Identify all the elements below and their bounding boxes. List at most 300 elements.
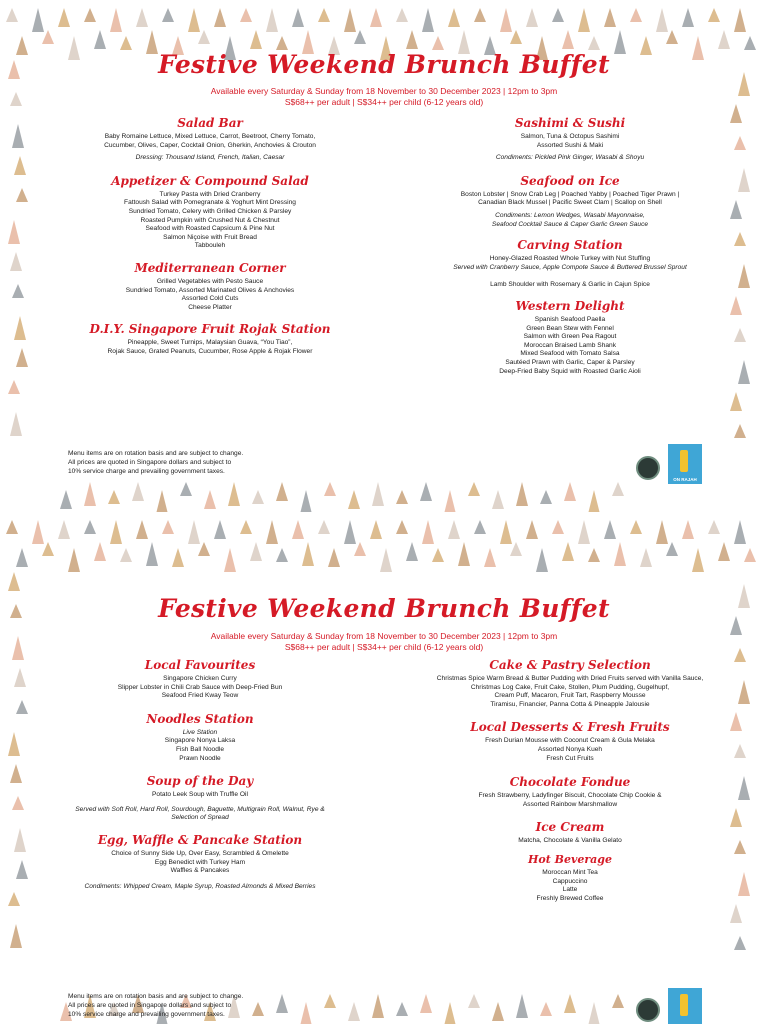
footer-note: [68, 992, 243, 1019]
christmas-tree-icon: [468, 482, 480, 496]
christmas-tree-icon: [14, 156, 26, 175]
christmas-tree-icon: [354, 542, 366, 556]
christmas-tree-icon: [500, 8, 512, 32]
christmas-tree-icon: [738, 776, 750, 800]
bottle-icon: [680, 994, 688, 1016]
christmas-tree-icon: [344, 520, 356, 544]
menu-line: Fresh Cut Fruits: [546, 754, 594, 762]
christmas-tree-icon: [588, 490, 600, 512]
footer-line: Menu items are on rotation basis and are subject to change.: [68, 993, 244, 1000]
menu-line: Cappuccino: [552, 877, 588, 885]
christmas-tree-icon: [492, 1002, 504, 1021]
menu-line: Cucumber, Olives, Caper, Cocktail Onion, Gherkin, Anchovies & Crouton: [104, 141, 316, 149]
menu-line: Waffles & Pancakes: [170, 867, 230, 875]
christmas-tree-icon: [146, 542, 158, 566]
christmas-tree-icon: [188, 520, 200, 544]
christmas-tree-icon: [10, 924, 22, 948]
section-egg-waffle: [50, 832, 350, 891]
christmas-tree-icon: [734, 520, 746, 544]
condiments-note: Condiments: Whipped Cream, Maple Syrup, Roasted Almonds & Mixed Berries: [84, 882, 316, 890]
christmas-tree-icon: [510, 542, 522, 556]
christmas-tree-icon: [422, 520, 434, 544]
christmas-tree-icon: [302, 542, 314, 566]
footer-note: [68, 449, 243, 476]
section-appetizer: [60, 173, 360, 251]
live-station-note: Live Station: [182, 728, 218, 736]
christmas-tree-icon: [16, 860, 28, 879]
christmas-tree-icon: [8, 220, 20, 244]
christmas-tree-icon: [120, 548, 132, 562]
section-heading: Soup of the Day: [146, 774, 254, 789]
christmas-tree-icon: [562, 30, 574, 49]
christmas-tree-icon: [730, 808, 742, 827]
christmas-tree-icon: [372, 994, 384, 1018]
christmas-tree-icon: [656, 8, 668, 32]
christmas-tree-icon: [396, 8, 408, 22]
christmas-tree-icon: [214, 520, 226, 539]
christmas-tree-icon: [468, 994, 480, 1008]
menu-line: Roasted Pumpkin with Crushed Nut & Chestnut: [140, 216, 280, 224]
section-heading: Local Favourites: [144, 658, 256, 672]
right-column: [420, 115, 720, 376]
christmas-tree-icon: [564, 482, 576, 501]
menu-line: Rojak Sauce, Grated Peanuts, Cucumber, Rose Apple & Rojak Flower: [107, 347, 313, 355]
menu-line: Honey-Glazed Roasted Whole Turkey with Nut Stuffing: [489, 255, 651, 263]
christmas-tree-icon: [10, 252, 22, 271]
christmas-tree-icon: [730, 296, 742, 315]
logo-text: ON RAJAH: [673, 477, 697, 482]
menu-line: Turkey Pasta with Dried Cranberry: [159, 190, 261, 198]
christmas-tree-icon: [300, 1002, 312, 1024]
footer-line: All prices are quoted in Singapore dollars and subject to: [68, 1002, 232, 1009]
menu-line: Slipper Lobster in Chili Crab Sauce with Deep-Fried Bun: [117, 683, 283, 691]
christmas-tree-icon: [204, 490, 216, 509]
christmas-tree-icon: [84, 8, 96, 22]
section-heading: Egg, Waffle & Pancake Station: [97, 832, 303, 847]
christmas-tree-icon: [14, 668, 26, 687]
served-with-note: Served with Soft Roll, Hard Roll, Sourdough, Baguette, Multigrain Roll, Walnut, Rye &: [75, 805, 325, 813]
footer-line: 10% service charge and prevailing government taxes.: [68, 468, 225, 475]
christmas-tree-icon: [94, 542, 106, 561]
christmas-tree-icon: [12, 284, 24, 298]
christmas-tree-icon: [406, 30, 418, 49]
christmas-tree-icon: [348, 1002, 360, 1021]
christmas-tree-icon: [614, 542, 626, 566]
christmas-tree-icon: [16, 700, 28, 714]
menu-line: Sautéed Prawn with Garlic, Caper & Parsley: [505, 358, 635, 366]
availability-text: Available every Saturday & Sunday from 18 November to 30 December 2023 | 12pm to 3pm: [210, 86, 558, 96]
christmas-tree-icon: [228, 482, 240, 506]
section-sashimi: [420, 115, 720, 163]
section-heading: Seafood on Ice: [520, 173, 620, 188]
christmas-tree-icon: [240, 520, 252, 534]
menu-line: Pineapple, Sweet Turnips, Malaysian Guava, “You Tiao”,: [127, 339, 293, 347]
section-heading: Western Delight: [515, 298, 625, 313]
christmas-tree-icon: [344, 8, 356, 32]
christmas-tree-icon: [8, 732, 20, 756]
christmas-tree-icon: [500, 520, 512, 544]
menu-line: Christmas Spice Warm Bread & Butter Pudding with Dried Fruits served with Vanilla Sauce,: [436, 675, 704, 682]
section-heading: Mediterranean Corner: [134, 260, 286, 275]
christmas-tree-icon: [68, 548, 80, 572]
christmas-tree-icon: [266, 520, 278, 544]
christmas-tree-icon: [32, 8, 44, 32]
section-heading: D.I.Y. Singapore Fruit Rojak Station: [89, 322, 331, 337]
christmas-tree-icon: [526, 520, 538, 539]
christmas-tree-icon: [730, 712, 742, 731]
section-local-desserts: [410, 719, 730, 763]
christmas-tree-icon: [292, 520, 304, 539]
christmas-tree-icon: [734, 232, 746, 246]
section-mediterranean: [60, 260, 360, 312]
condiments-note: Condiments: Pickled Pink Ginger, Wasabi & Shoyu: [495, 154, 645, 162]
christmas-tree-icon: [734, 936, 746, 950]
price-text: S$68++ per adult | S$34++ per child (6-12 years old): [284, 97, 484, 107]
christmas-tree-icon: [432, 548, 444, 562]
christmas-tree-icon: [552, 8, 564, 22]
christmas-tree-icon: [588, 548, 600, 562]
left-column: [60, 115, 360, 357]
christmas-tree-icon: [380, 548, 392, 572]
christmas-tree-icon: [432, 36, 444, 50]
christmas-tree-icon: [14, 828, 26, 852]
menu-line: Prawn Noodle: [179, 754, 221, 762]
menu-line: Green Bean Stew with Fennel: [526, 324, 614, 332]
section-hot-beverage: [410, 853, 730, 903]
christmas-tree-icon: [16, 348, 28, 367]
christmas-tree-icon: [58, 520, 70, 539]
christmas-tree-icon: [198, 542, 210, 556]
availability-text: Available every Saturday & Sunday from 18 November to 30 December 2023 | 12pm to 3pm: [210, 631, 558, 641]
menu-line: Singapore Nonya Laksa: [164, 737, 236, 745]
christmas-tree-icon: [60, 490, 72, 509]
christmas-tree-icon: [420, 994, 432, 1013]
christmas-tree-icon: [214, 8, 226, 27]
christmas-tree-icon: [734, 8, 746, 32]
christmas-tree-icon: [474, 520, 486, 534]
christmas-tree-icon: [136, 8, 148, 27]
menu-page-2: [0, 512, 768, 1024]
christmas-tree-icon: [640, 548, 652, 567]
menu-line: Fresh Durian Mousse with Coconut Cream & Gula Melaka: [485, 737, 655, 745]
section-noodles: [50, 711, 350, 763]
section-carving: [420, 237, 720, 290]
christmas-tree-icon: [730, 904, 742, 923]
christmas-tree-icon: [224, 548, 236, 572]
christmas-tree-icon: [396, 520, 408, 534]
condiments-note: Condiments: Lemon Wedges, Wasabi Mayonnaise,: [495, 211, 645, 219]
christmas-tree-icon: [318, 520, 330, 534]
christmas-tree-icon: [406, 542, 418, 561]
footer-line: All prices are quoted in Singapore dollars and subject to: [68, 459, 232, 466]
menu-line: Boston Lobster | Snow Crab Leg | Poached Yabby | Poached Tiger Prawn |: [460, 190, 680, 198]
menu-line: Grilled Vegetables with Pesto Sauce: [156, 277, 264, 285]
menu-line: Freshly Brewed Coffee: [536, 894, 604, 902]
menu-line: Matcha, Chocolate & Vanilla Gelato: [518, 837, 622, 845]
christmas-tree-icon: [324, 482, 336, 496]
christmas-tree-icon: [42, 30, 54, 44]
christmas-tree-icon: [630, 8, 642, 22]
christmas-tree-icon: [6, 8, 18, 22]
menu-line: Fattoush Salad with Pomegranate & Yoghurt Mint Dressing: [124, 199, 296, 207]
christmas-tree-icon: [348, 490, 360, 509]
menu-line: Choice of Sunny Side Up, Over Easy, Scrambled & Omelette: [111, 849, 289, 857]
section-salad-bar: [60, 115, 360, 163]
christmas-tree-icon: [292, 8, 304, 27]
menu-line: Salmon with Green Pea Ragout: [523, 333, 617, 341]
menu-line: Salmon, Tuna & Octopus Sashimi: [520, 133, 620, 140]
christmas-tree-icon: [12, 124, 24, 148]
christmas-tree-icon: [32, 520, 44, 544]
christmas-tree-icon: [188, 8, 200, 32]
christmas-tree-icon: [156, 490, 168, 512]
christmas-tree-icon: [318, 8, 330, 22]
christmas-tree-icon: [422, 8, 434, 32]
menu-line: Cheese Platter: [188, 303, 232, 311]
christmas-tree-icon: [738, 360, 750, 384]
christmas-tree-icon: [172, 548, 184, 567]
christmas-tree-icon: [240, 8, 252, 22]
left-column: [50, 657, 350, 891]
christmas-tree-icon: [252, 490, 264, 504]
christmas-tree-icon: [8, 572, 20, 591]
section-heading: Appetizer & Compound Salad: [111, 173, 309, 188]
menu-line: Fish Ball Noodle: [175, 745, 224, 753]
christmas-tree-icon: [84, 520, 96, 534]
section-heading: Local Desserts & Fresh Fruits: [470, 720, 670, 735]
section-heading: Ice Cream: [535, 820, 605, 835]
christmas-tree-icon: [444, 1002, 456, 1024]
christmas-tree-icon: [578, 520, 590, 544]
section-soup: [50, 773, 350, 823]
menu-line: Deep-Fried Baby Squid with Roasted Garlic Aioli: [499, 367, 641, 375]
menu-line: Fresh Strawberry, Ladyfinger Biscuit, Chocolate Chip Cookie &: [478, 792, 662, 800]
christmas-tree-icon: [734, 328, 746, 342]
christmas-tree-icon: [516, 482, 528, 506]
menu-line: Christmas Log Cake, Fruit Cake, Stollen, Plum Pudding, Gugelhupf,: [470, 683, 670, 691]
christmas-tree-icon: [730, 392, 742, 411]
menu-line: Moroccan Mint Tea: [542, 868, 598, 876]
christmas-tree-icon: [738, 264, 750, 288]
christmas-tree-icon: [692, 548, 704, 572]
section-heading: Noodles Station: [146, 711, 254, 726]
christmas-tree-icon: [588, 36, 600, 50]
christmas-tree-icon: [132, 482, 144, 501]
bottle-icon: [680, 450, 688, 472]
christmas-tree-icon: [492, 490, 504, 509]
christmas-tree-icon: [370, 520, 382, 539]
christmas-tree-icon: [110, 8, 122, 32]
christmas-tree-icon: [42, 542, 54, 556]
footer-line: Menu items are on rotation basis and are subject to change.: [68, 450, 244, 457]
christmas-tree-icon: [250, 542, 262, 561]
christmas-tree-icon: [578, 8, 590, 32]
christmas-tree-icon: [94, 30, 106, 49]
christmas-tree-icon: [458, 542, 470, 566]
christmas-tree-icon: [180, 482, 192, 496]
christmas-tree-icon: [540, 490, 552, 504]
section-western: [420, 298, 720, 376]
menu-line: Potato Leek Soup with Truffle Oil: [152, 791, 248, 799]
section-heading: Sashimi & Sushi: [514, 116, 626, 130]
christmas-tree-icon: [536, 548, 548, 572]
christmas-tree-icon: [718, 30, 730, 49]
christmas-tree-icon: [564, 994, 576, 1013]
condiments-note: Seafood Cocktail Sauce & Caper Garlic Green Sauce: [491, 220, 649, 228]
christmas-tree-icon: [448, 520, 460, 539]
christmas-tree-icon: [250, 30, 262, 49]
christmas-tree-icon: [666, 30, 678, 44]
christmas-tree-icon: [252, 1002, 264, 1016]
christmas-tree-icon: [474, 8, 486, 22]
menu-line: Assorted Nonya Kueh: [537, 745, 603, 753]
brand-logo: [668, 988, 702, 1024]
menu-line: Egg Benedict with Turkey Ham: [154, 858, 246, 866]
menu-line: Assorted Cold Cuts: [181, 295, 239, 303]
christmas-tree-icon: [328, 548, 340, 567]
menu-line: Moroccan Braised Lamb Shank: [524, 341, 616, 349]
served-with-note: Served with Cranberry Sauce, Apple Compote Sauce & Buttered Brussel Sprout: [453, 263, 687, 271]
footer-line: 10% service charge and prevailing government taxes.: [68, 1011, 225, 1018]
christmas-tree-icon: [708, 8, 720, 22]
christmas-tree-icon: [110, 520, 122, 544]
christmas-tree-icon: [300, 490, 312, 512]
section-heading: Hot Beverage: [528, 852, 612, 866]
menu-line: Cream Puff, Macaron, Fruit Tart, Raspberry Mousse: [494, 692, 646, 700]
price-text: S$68++ per adult | S$34++ per child (6-12 years old): [284, 642, 484, 652]
christmas-tree-icon: [14, 316, 26, 340]
menu-title: Festive Weekend Brunch Buffet: [158, 594, 610, 623]
christmas-tree-icon: [604, 520, 616, 539]
christmas-tree-icon: [16, 188, 28, 202]
christmas-tree-icon: [58, 8, 70, 27]
christmas-tree-icon: [162, 8, 174, 22]
christmas-tree-icon: [396, 490, 408, 504]
christmas-tree-icon: [324, 994, 336, 1008]
section-ice-cream: [410, 819, 730, 846]
menu-line: Salmon Niçoise with Fruit Bread: [163, 233, 257, 241]
christmas-tree-icon: [266, 8, 278, 32]
christmas-tree-icon: [6, 520, 18, 534]
menu-line: Mixed Seafood with Tomato Salsa: [520, 350, 620, 358]
christmas-tree-icon: [372, 482, 384, 506]
christmas-tree-icon: [420, 482, 432, 501]
christmas-tree-icon: [656, 520, 668, 544]
christmas-tree-icon: [276, 548, 288, 562]
dressing-note: Dressing: Thousand Island, French, Italian, Caesar: [135, 154, 285, 162]
section-heading: Chocolate Fondue: [509, 775, 631, 790]
christmas-tree-icon: [562, 542, 574, 561]
christmas-tree-icon: [604, 8, 616, 27]
christmas-tree-icon: [738, 680, 750, 704]
section-rojak: [60, 321, 360, 356]
christmas-tree-icon: [734, 424, 746, 438]
christmas-tree-icon: [630, 520, 642, 534]
section-seafood-on-ice: [420, 173, 720, 229]
christmas-tree-icon: [744, 36, 756, 50]
christmas-tree-icon: [10, 412, 22, 436]
christmas-tree-icon: [552, 520, 564, 534]
menu-line: Lamb Shoulder with Rosemary & Garlic in Cajun Spice: [490, 281, 650, 289]
christmas-tree-icon: [734, 744, 746, 758]
christmas-tree-icon: [276, 36, 288, 50]
menu-line: Tiramisu, Financier, Panna Cotta & Pineapple Jalousie: [490, 700, 650, 708]
christmas-tree-icon: [510, 30, 522, 44]
section-heading: Salad Bar: [177, 116, 243, 130]
christmas-tree-icon: [8, 380, 20, 394]
christmas-tree-icon: [682, 520, 694, 539]
christmas-tree-icon: [734, 136, 746, 150]
menu-line: Sundried Tomato, Celery with Grilled Chicken & Parsley: [128, 207, 292, 215]
christmas-tree-icon: [666, 542, 678, 556]
christmas-tree-icon: [84, 482, 96, 506]
restaurant-seal-logo: [636, 998, 660, 1022]
christmas-tree-icon: [588, 1002, 600, 1024]
menu-line: Seafood with Roasted Capsicum & Pine Nut: [145, 225, 275, 233]
christmas-tree-icon: [516, 994, 528, 1018]
menu-line: Spanish Seafood Paella: [534, 315, 606, 323]
christmas-tree-icon: [734, 840, 746, 854]
menu-line: Sundried Tomato, Assorted Marinated Olives & Anchovies: [125, 286, 295, 294]
christmas-tree-icon: [10, 764, 22, 783]
restaurant-seal-logo: [636, 456, 660, 480]
christmas-tree-icon: [444, 490, 456, 512]
menu-line: Seafood Fried Kway Teow: [161, 692, 239, 700]
christmas-tree-icon: [718, 542, 730, 561]
menu-line: Canadian Black Mussel | Pacific Sweet Clam | Scallop on Shell: [478, 199, 662, 207]
christmas-tree-icon: [12, 796, 24, 810]
christmas-tree-icon: [526, 8, 538, 27]
christmas-tree-icon: [612, 994, 624, 1008]
christmas-tree-icon: [738, 168, 750, 192]
section-cake-pastry: [410, 657, 730, 709]
christmas-tree-icon: [484, 548, 496, 567]
christmas-tree-icon: [198, 30, 210, 44]
christmas-tree-icon: [16, 548, 28, 567]
menu-line: Singapore Chicken Curry: [163, 675, 237, 682]
brand-logo: [668, 444, 702, 484]
christmas-tree-icon: [708, 520, 720, 534]
christmas-tree-icon: [396, 1002, 408, 1016]
menu-line: Tabbouleh: [194, 242, 226, 250]
menu-line: Latte: [562, 886, 578, 894]
menu-title: Festive Weekend Brunch Buffet: [158, 50, 610, 79]
christmas-tree-icon: [730, 200, 742, 219]
christmas-tree-icon: [162, 520, 174, 534]
christmas-tree-icon: [744, 548, 756, 562]
menu-line: Assorted Rainbow Marshmallow: [522, 800, 618, 808]
section-local-favourites: [50, 657, 350, 701]
served-with-note: Selection of Spread: [171, 814, 229, 822]
section-heading: Carving Station: [517, 238, 623, 253]
christmas-tree-icon: [354, 30, 366, 44]
christmas-tree-icon: [108, 490, 120, 504]
christmas-tree-icon: [612, 482, 624, 496]
christmas-tree-icon: [276, 994, 288, 1013]
christmas-tree-icon: [448, 8, 460, 27]
christmas-tree-icon: [370, 8, 382, 27]
section-heading: Cake & Pastry Selection: [489, 658, 651, 672]
section-chocolate-fondue: [410, 774, 730, 809]
christmas-tree-icon: [540, 1002, 552, 1016]
menu-line: Baby Romaine Lettuce, Mixed Lettuce, Carrot, Beetroot, Cherry Tomato,: [104, 133, 316, 140]
christmas-tree-icon: [276, 482, 288, 501]
christmas-tree-icon: [682, 8, 694, 27]
right-column: [410, 657, 730, 903]
christmas-tree-icon: [8, 892, 20, 906]
christmas-tree-icon: [136, 520, 148, 539]
christmas-tree-icon: [738, 872, 750, 896]
